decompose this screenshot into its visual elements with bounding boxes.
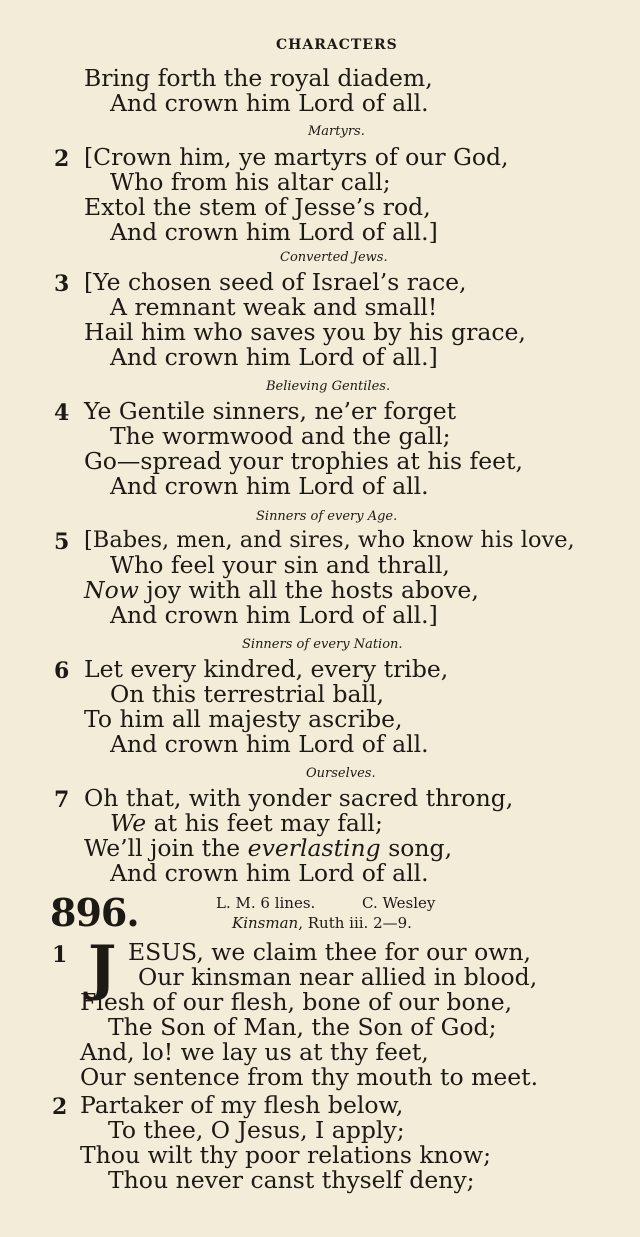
verse-line: Extol the stem of Jesse’s rod, [84, 193, 431, 221]
verse-line: Hail him who saves you by his grace, [84, 318, 526, 346]
hymn-topic: Kinsman [232, 914, 299, 932]
verse-line-text: joy with all the hosts above, [146, 576, 479, 604]
hymn-number: 896. [50, 890, 139, 935]
scripture-ref: , Ruth iii. 2—9. [298, 914, 412, 932]
verse-line-text: We’ll join the [84, 834, 241, 862]
verse-line: And crown him Lord of all. [110, 89, 429, 117]
stanza-subtitle: Sinners of every Nation. [242, 637, 403, 652]
stanza-number: 3 [54, 271, 70, 297]
verse-line: And crown him Lord of all.] [110, 218, 438, 246]
drop-cap: J [88, 933, 117, 1003]
verse-line [84, 835, 452, 861]
stanza-number: 1 [52, 942, 68, 968]
stanza-subtitle: Martyrs. [308, 124, 365, 139]
verse-line: [Babes, men, and sires, who know his love, [84, 527, 575, 553]
verse-line: Flesh of our flesh, bone of our bone, [80, 988, 513, 1016]
verse-line: [Ye chosen seed of Israel’s race, [84, 268, 467, 296]
verse-line: Bring forth the royal diadem, [84, 64, 433, 92]
verse-line: And crown him Lord of all.] [110, 601, 438, 629]
stanza-number: 2 [54, 146, 70, 172]
italic-word: everlasting [247, 834, 381, 862]
hymn-meter: L. M. 6 lines. [216, 894, 316, 912]
verse-line: Who from his altar call; [110, 168, 391, 196]
stanza-subtitle: Ourselves. [306, 766, 376, 781]
verse-line: Ye Gentile sinners, ne’er forget [84, 397, 457, 425]
verse-line: A remnant weak and small! [110, 293, 438, 321]
verse-line: ESUS, we claim thee for our own, [128, 938, 531, 966]
verse-line-text: song, [388, 834, 453, 862]
verse-line: The Son of Man, the Son of God; [108, 1013, 497, 1041]
verse-line: [Crown him, ye martyrs of our God, [84, 143, 509, 171]
verse-line [84, 577, 479, 603]
verse-line: Oh that, with yonder sacred throng, [84, 784, 514, 812]
stanza-number: 2 [52, 1094, 68, 1120]
stanza-number: 7 [54, 787, 70, 813]
verse-line: Let every kindred, every tribe, [84, 655, 449, 683]
verse-line: Go—spread your trophies at his feet, [84, 447, 523, 475]
stanza-number: 5 [54, 529, 70, 555]
verse-line: The wormwood and the gall; [110, 422, 451, 450]
verse-line: Thou wilt thy poor relations know; [80, 1141, 491, 1169]
hymn-author: C. Wesley [362, 894, 436, 912]
verse-line: And crown him Lord of all. [110, 859, 429, 887]
verse-line-text: at his feet may fall; [153, 809, 383, 837]
stanza-number: 6 [54, 658, 70, 684]
verse-line: And crown him Lord of all. [110, 730, 429, 758]
verse-line: And crown him Lord of all.] [110, 343, 438, 371]
stanza-subtitle: Sinners of every Age. [256, 509, 398, 524]
verse-line: And, lo! we lay us at thy feet, [80, 1038, 429, 1066]
verse-line: On this terrestrial ball, [110, 680, 385, 708]
verse-line: Our kinsman near allied in blood, [138, 963, 538, 991]
hymn-scripture [232, 914, 412, 932]
verse-line: To thee, O Jesus, I apply; [108, 1116, 405, 1144]
italic-word: Now [84, 576, 139, 604]
verse-line: Partaker of my flesh below, [80, 1091, 404, 1119]
verse-line: Thou never canst thyself deny; [108, 1166, 475, 1194]
verse-line: Our sentence from thy mouth to meet. [80, 1063, 539, 1091]
stanza-subtitle: Converted Jews. [280, 250, 388, 265]
stanza-subtitle: Believing Gentiles. [266, 379, 391, 394]
stanza-number: 4 [54, 400, 70, 426]
verse-line: Who feel your sin and thrall, [110, 551, 450, 579]
verse-line [110, 810, 383, 836]
italic-word: We [110, 809, 147, 837]
verse-line: And crown him Lord of all. [110, 472, 429, 500]
verse-line: To him all majesty ascribe, [84, 705, 403, 733]
running-header: CHARACTERS [276, 37, 398, 53]
